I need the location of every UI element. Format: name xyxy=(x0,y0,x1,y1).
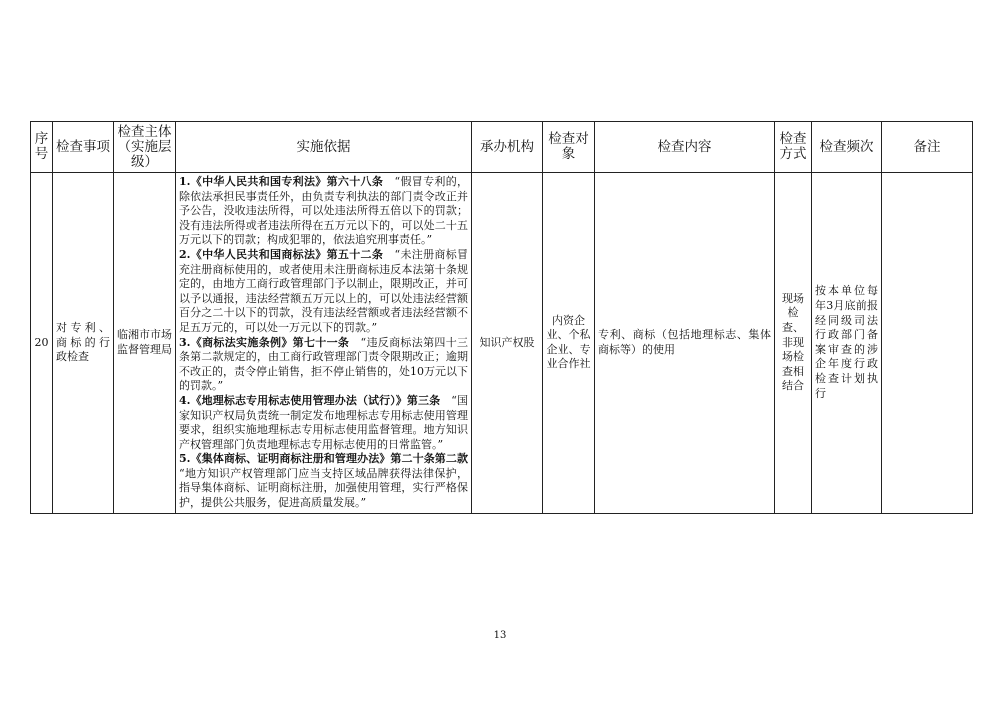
cell-org: 知识产权股 xyxy=(472,173,543,514)
header-item: 检查事项 xyxy=(53,122,114,173)
basis-clause-2 xyxy=(179,248,468,336)
cell-item: 对专利、商标的行政检查 xyxy=(53,173,114,514)
cell-remark xyxy=(882,173,973,514)
basis-clause-5-text: “地方知识产权管理部门应当支持区域品牌获得法律保护，指导集体商标、证明商标注册，加强使用管理，实行严格保护，提供公共服务，促进高质量发展。” xyxy=(179,466,468,510)
cell-subject: 临湘市市场监督管理局 xyxy=(114,173,176,514)
basis-clause-5 xyxy=(179,452,468,510)
basis-clause-3 xyxy=(179,336,468,394)
header-freq: 检查频次 xyxy=(812,122,882,173)
header-seq: 序号 xyxy=(31,122,53,173)
basis-clause-5-title: 5.《集体商标、证明商标注册和管理办法》第二十条第二款 xyxy=(179,452,468,466)
cell-target: 内资企业、个私企业、专业合作社 xyxy=(543,173,595,514)
table-row xyxy=(31,173,973,514)
basis-clause-3-text: “违反商标法第四十三条第二款规定的，由工商行政管理部门责令限期改正；逾期不改正的，责令停止销售，拒不停止销售的，处10万元以下的罚款。” xyxy=(179,335,469,393)
page-number: 13 xyxy=(493,630,507,641)
header-org: 承办机构 xyxy=(472,122,543,173)
table-header-row xyxy=(31,122,973,173)
basis-clause-2-text: “未注册商标冒充注册商标使用的，或者使用未注册商标违反本法第十条规定的，由地方工商行政管理部门予以制止，限期改正，并可以予以通报，违法经营额五万元以上的，可以处违法经营额百分之二十以下的罚款，没有违法经营额或者违法经营额不足五万元的，可以处一万元以下的罚款。” xyxy=(179,247,469,334)
header-subject: 检查主体（实施层级） xyxy=(114,122,176,173)
cell-freq: 按本单位每年3月底前报经同级司法行政部门备案审查的涉企年度行政检查计划执行 xyxy=(812,173,882,514)
basis-clause-1 xyxy=(179,175,468,248)
basis-clause-1-title: 1.《中华人民共和国专利法》第六十八条 xyxy=(179,175,384,188)
basis-clause-4-text: “国家知识产权局负责统一制定发布地理标志专用标志使用管理要求，组织实施地理标志专用标志使用监督管理。地方知识产权管理部门负责地理标志专用标志使用的日常监管。” xyxy=(179,393,469,451)
cell-basis xyxy=(176,173,472,514)
cell-content: 专利、商标（包括地理标志、集体商标等）的使用 xyxy=(595,173,775,514)
header-basis: 实施依据 xyxy=(176,122,472,173)
basis-clause-2-title: 2.《中华人民共和国商标法》第五十二条 xyxy=(179,247,384,261)
header-method: 检查方式 xyxy=(775,122,812,173)
inspection-table xyxy=(30,121,973,514)
basis-clause-4-title: 4.《地理标志专用标志使用管理办法（试行）》第三条 xyxy=(179,393,441,407)
basis-clause-1-text: “假冒专利的，除依法承担民事责任外，由负责专利执法的部门责令改正并予公告，没收违法所得，可以处违法所得五倍以下的罚款；没有违法所得或者违法所得在五万元以下的，可以处二十五万元以下的罚款；构成犯罪的，依法追究刑事责任。” xyxy=(179,175,469,247)
header-remark: 备注 xyxy=(882,122,973,173)
cell-method: 现场检查、非现场检查相结合 xyxy=(775,173,812,514)
basis-clause-4 xyxy=(179,394,468,452)
cell-seq: 20 xyxy=(31,173,53,514)
basis-clause-3-title: 3.《商标法实施条例》第七十一条 xyxy=(179,335,350,349)
header-target: 检查对象 xyxy=(543,122,595,173)
header-content: 检查内容 xyxy=(595,122,775,173)
